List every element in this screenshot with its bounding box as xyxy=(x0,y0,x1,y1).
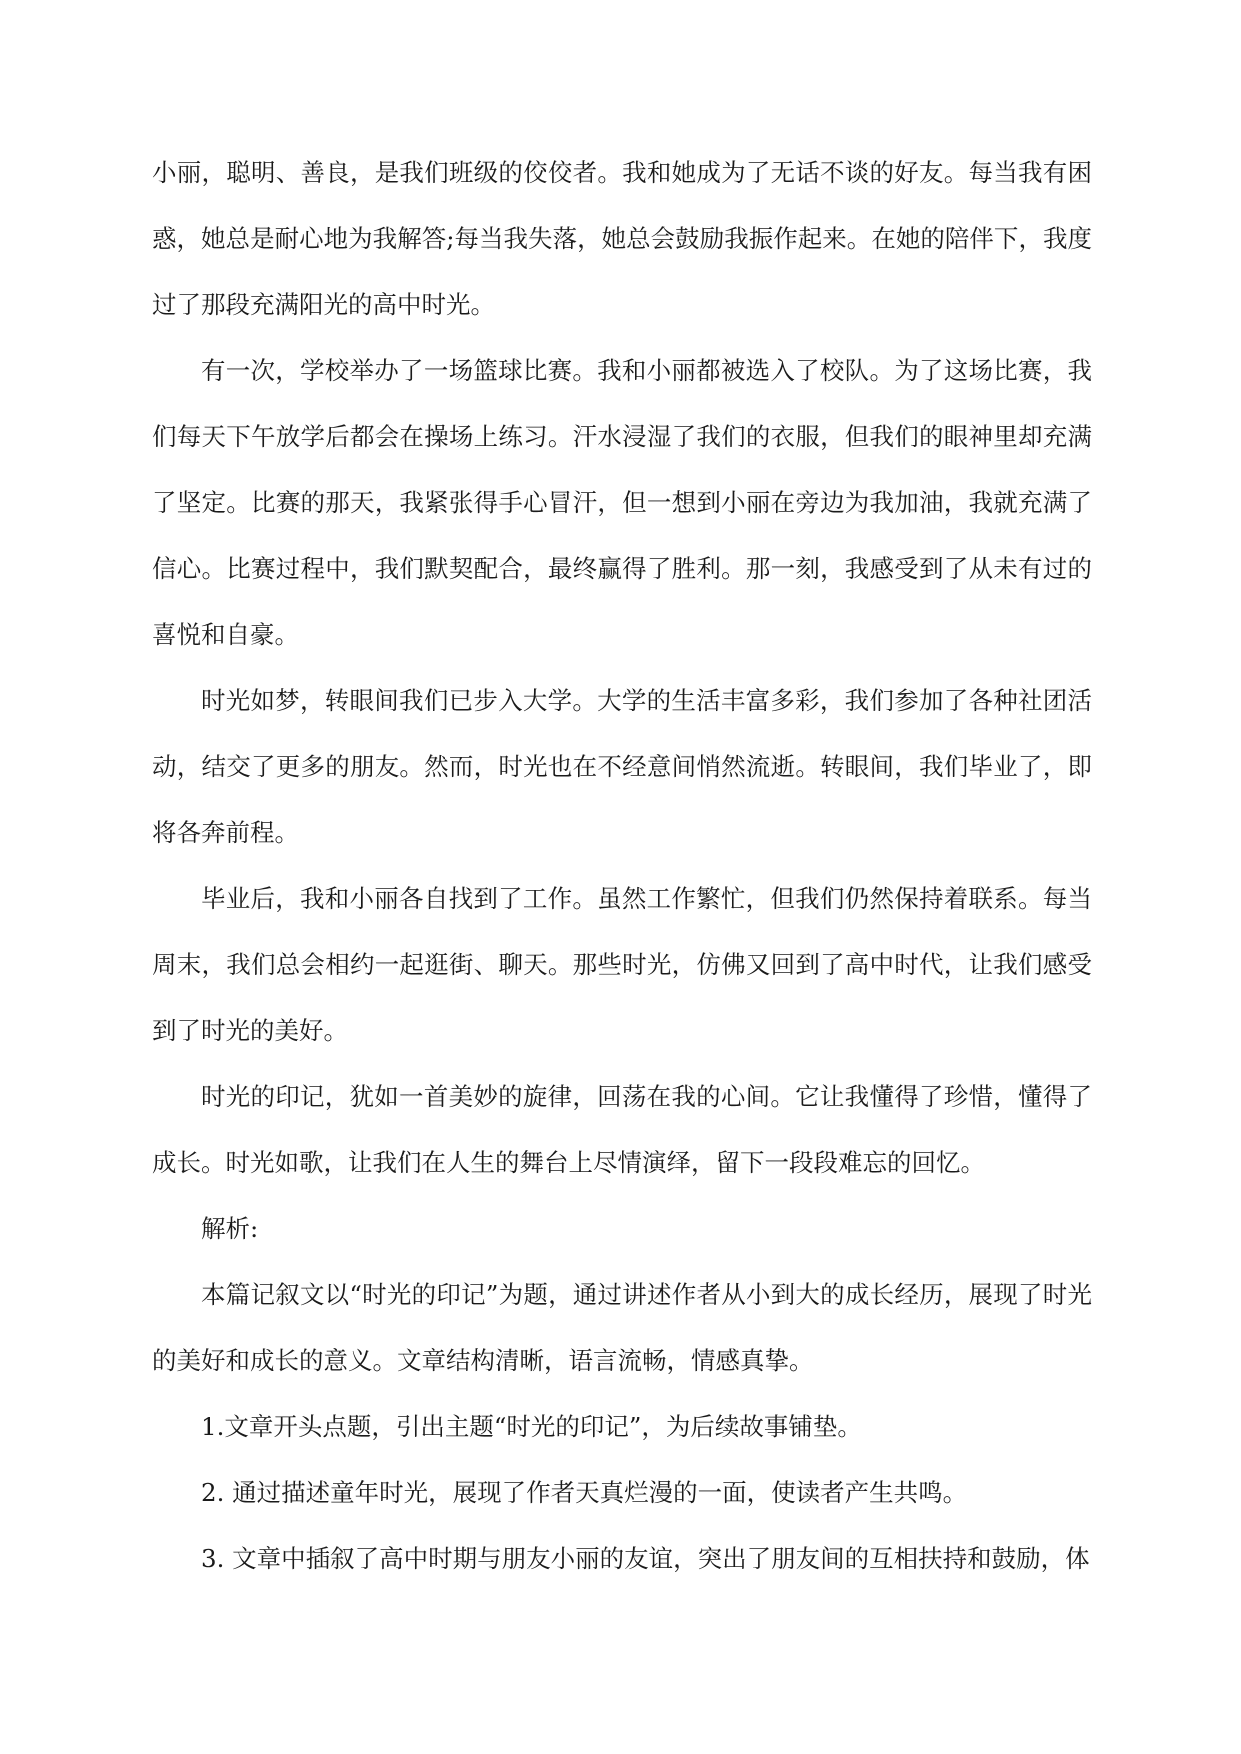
analysis-point: 3. 文章中插叙了高中时期与朋友小丽的友谊，突出了朋友间的互相扶持和鼓励，体 xyxy=(201,1544,1090,1573)
analysis-intro: 本篇记叙文以“时光的印记”为题，通过讲述作者从小到大的成长经历，展现了时光的美好和成长的意义。文章结构清晰，语言流畅，情感真挚。 xyxy=(152,1280,1092,1375)
analysis-point: 1.文章开头点题，引出主题“时光的印记”，为后续故事铺垫。 xyxy=(201,1412,862,1441)
paragraph: 时光的印记，犹如一首美妙的旋律，回荡在我的心间。它让我懂得了珍惜，懂得了成长。时光如歌，让我们在人生的舞台上尽情演绎，留下一段段难忘的回忆。 xyxy=(152,1082,1092,1177)
analysis-label: 解析: xyxy=(201,1214,259,1243)
document-body xyxy=(152,140,1092,1592)
paragraph: 有一次，学校举办了一场篮球比赛。我和小丽都被选入了校队。为了这场比赛，我们每天下午放学后都会在操场上练习。汗水浸湿了我们的衣服，但我们的眼神里却充满了坚定。比赛的那天，我紧张得手心冒汗，但一想到小丽在旁边为我加油，我就充满了信心。比赛过程中，我们默契配合，最终赢得了胜利。那一刻，我感受到了从未有过的喜悦和自豪。 xyxy=(152,356,1092,649)
paragraph: 时光如梦，转眼间我们已步入大学。大学的生活丰富多彩，我们参加了各种社团活动，结交了更多的朋友。然而，时光也在不经意间悄然流逝。转眼间，我们毕业了，即将各奔前程。 xyxy=(152,686,1092,847)
paragraph: 毕业后，我和小丽各自找到了工作。虽然工作繁忙，但我们仍然保持着联系。每当周末，我们总会相约一起逛街、聊天。那些时光，仿佛又回到了高中时代，让我们感受到了时光的美好。 xyxy=(152,884,1092,1045)
analysis-point: 2. 通过描述童年时光，展现了作者天真烂漫的一面，使读者产生共鸣。 xyxy=(201,1478,968,1507)
paragraph-continuation: 小丽，聪明、善良，是我们班级的佼佼者。我和她成为了无话不谈的好友。每当我有困惑，她总是耐心地为我解答;每当我失落，她总会鼓励我振作起来。在她的陪伴下，我度过了那段充满阳光的高中时光。 xyxy=(152,158,1092,319)
